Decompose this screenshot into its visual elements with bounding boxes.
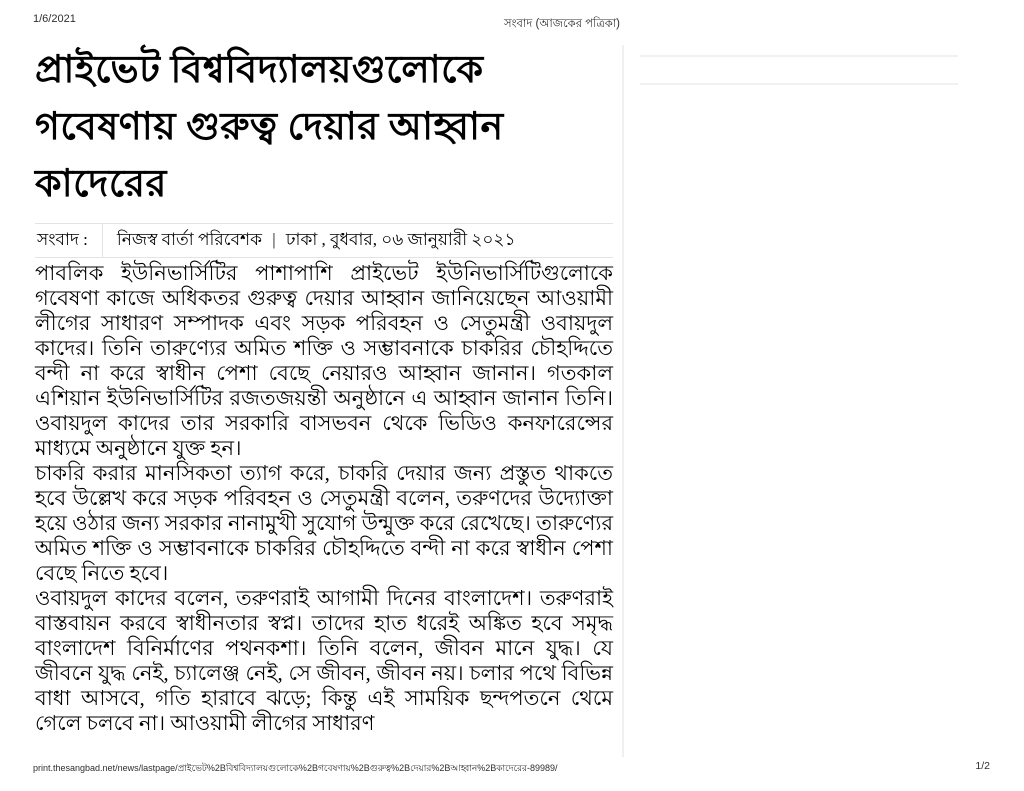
article xyxy=(35,42,613,736)
print-footer-url: print.thesangbad.net/news/lastpage/প্রাইভেট%2Bবিশ্ববিদ্যালয়গুলোকে%2Bগবেষণায়%2Bগুরুত্ব%2Bদেয়ার%2Bআহ্বান%2Bকাদেরের-89989/ xyxy=(33,763,558,773)
article-body xyxy=(35,261,613,736)
print-header-date: 1/6/2021 xyxy=(33,13,76,25)
print-footer-page-indicator: 1/2 xyxy=(975,760,990,772)
right-rail-rule-bottom xyxy=(640,83,958,85)
byline-separator: | xyxy=(272,229,276,249)
byline-text xyxy=(103,227,516,255)
column-divider-line xyxy=(622,45,624,757)
right-rail-rule-top xyxy=(640,55,958,57)
byline-reporter: নিজস্ব বার্তা পরিবেশক xyxy=(116,229,262,249)
article-headline: প্রাইভেট বিশ্ববিদ্যালয়গুলোকে গবেষণায় গুরুত্ব দেয়ার আহ্বান কাদেরের xyxy=(35,49,504,205)
article-paragraph: চাকরি করার মানসিকতা ত্যাগ করে, চাকরি দেয়ার জন্য প্রস্তুত থাকতে হবে উল্লেখ করে সড়ক পরিবহন ও সেতুমন্ত্রী বলেন, তরুণদের উদ্যোক্তা হয়ে ওঠার জন্য সরকার নানামুখী সুযোগ উন্মুক্ত করে রেখেছে। তারুণ্যের অমিত শক্তি ও সম্ভাবনাকে চাকরির চৌহদ্দিতে বন্দী না করে স্বাধীন পেশা বেছে নিতে হবে। xyxy=(35,461,613,585)
byline-dateline: ঢাকা , বুধবার, ০৬ জানুয়ারী ২০২১ xyxy=(285,229,516,249)
article-paragraph: ওবায়দুল কাদের বলেন, তরুণরাই আগামী দিনের বাংলাদেশ। তরুণরাই বাস্তবায়ন করবে স্বাধীনতার স্বপ্ন। তাদের হাত ধরেই অঙ্কিত হবে সমৃদ্ধ বাংলাদেশ বিনির্মাণের পথনকশা। তিনি বলেন, জীবন মানে যুদ্ধ। যে জীবনে যুদ্ধ নেই, চ্যালেঞ্জ নেই, সে জীবন, জীবন নয়। চলার পথে বিভিন্ন বাধা আসবে, গতি হারাবে ঝড়ে; কিন্তু এই সাময়িক ছন্দপতনে থেমে গেলে চলবে না। আওয়ামী লীগের সাধারণ xyxy=(35,586,613,735)
byline-source-label: সংবাদ : xyxy=(35,224,103,257)
article-paragraph: পাবলিক ইউনিভার্সিটির পাশাপাশি প্রাইভেট ইউনিভার্সিটিগুলোকে গবেষণা কাজে অধিকতর গুরুত্ব দেয়ার আহ্বান জানিয়েছেন আওয়ামী লীগের সাধারণ সম্পাদক এবং সড়ক পরিবহন ও সেতুমন্ত্রী ওবায়দুল কাদের। তিনি তারুণ্যের অমিত শক্তি ও সম্ভাবনাকে চাকরির চৌহদ্দিতে বন্দী না করে স্বাধীন পেশা বেছে নেয়ারও আহ্বান জানান। গতকাল এশিয়ান ইউনিভার্সিটির রজতজয়ন্তী অনুষ্ঠানে এ আহ্বান জানান তিনি। ওবায়দুল কাদের তার সরকারি বাসভবন থেকে ভিডিও কনফারেন্সের মাধ্যমে অনুষ্ঠানে যুক্ত হন। xyxy=(35,261,613,460)
byline-bar xyxy=(35,223,613,258)
print-header-source: সংবাদ (আজকের পত্রিকা) xyxy=(504,18,620,30)
